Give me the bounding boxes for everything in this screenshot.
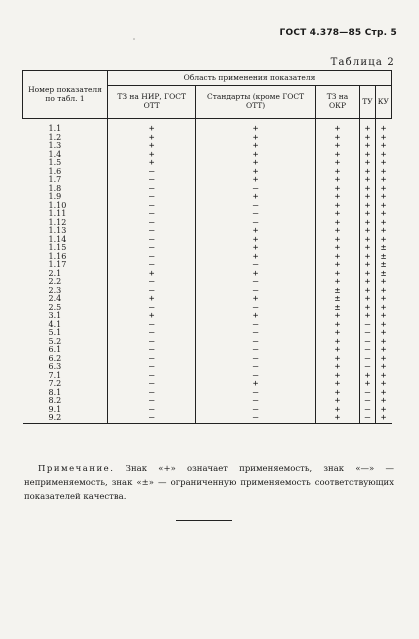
applicability-mark: + bbox=[375, 414, 391, 423]
row-number: 6.2 bbox=[48, 353, 62, 363]
end-rule bbox=[176, 520, 232, 521]
applicability-mark: + bbox=[108, 151, 196, 160]
applicability-mark: + bbox=[315, 278, 360, 287]
applicability-mark: + bbox=[196, 159, 315, 168]
applicability-mark: — bbox=[108, 236, 196, 245]
applicability-mark: + bbox=[360, 312, 375, 321]
applicability-mark: — bbox=[196, 210, 315, 219]
applicability-mark: + bbox=[315, 338, 360, 347]
applicability-mark: + bbox=[196, 380, 315, 389]
row-number: 1.13 bbox=[48, 226, 67, 235]
applicability-mark: + bbox=[315, 363, 360, 372]
applicability-mark: — bbox=[108, 253, 196, 262]
applicability-mark: + bbox=[196, 176, 315, 185]
applicability-mark: + bbox=[315, 185, 360, 194]
applicability-mark: + bbox=[315, 210, 360, 219]
applicability-mark: — bbox=[196, 397, 315, 406]
table-body bbox=[23, 119, 392, 424]
applicability-mark: + bbox=[315, 406, 360, 415]
applicability-mark: + bbox=[108, 134, 196, 143]
applicability-mark: + bbox=[375, 380, 391, 389]
applicability-mark: + bbox=[375, 176, 391, 185]
applicability-mark: + bbox=[315, 346, 360, 355]
applicability-mark: + bbox=[375, 151, 391, 160]
applicability-mark: — bbox=[108, 372, 196, 381]
applicability-mark: — bbox=[108, 414, 196, 423]
applicability-mark: — bbox=[108, 219, 196, 228]
row-number: 2.3 bbox=[48, 285, 62, 295]
applicability-mark: — bbox=[196, 363, 315, 372]
applicability-mark: — bbox=[108, 185, 196, 194]
applicability-mark: + bbox=[315, 329, 360, 338]
row-number: 1.3 bbox=[48, 141, 62, 150]
applicability-mark: — bbox=[108, 321, 196, 330]
row-number: 1.4 bbox=[48, 149, 62, 159]
applicability-table bbox=[22, 70, 392, 424]
applicability-mark: + bbox=[315, 134, 360, 143]
applicability-mark: ± bbox=[375, 261, 391, 270]
applicability-mark: + bbox=[315, 312, 360, 321]
applicability-mark: — bbox=[108, 278, 196, 287]
applicability-mark: + bbox=[375, 227, 391, 236]
applicability-mark: + bbox=[360, 193, 375, 202]
applicability-mark: — bbox=[108, 406, 196, 415]
applicability-mark: + bbox=[360, 380, 375, 389]
applicability-mark: + bbox=[375, 193, 391, 202]
applicability-mark: + bbox=[375, 142, 391, 151]
row-number: 2.1 bbox=[48, 268, 62, 278]
applicability-mark: — bbox=[360, 389, 375, 398]
applicability-mark: — bbox=[108, 210, 196, 219]
applicability-mark: + bbox=[360, 253, 375, 262]
table-row bbox=[23, 414, 392, 423]
group-header: Область применения показателя bbox=[108, 71, 392, 86]
applicability-mark: + bbox=[196, 295, 315, 304]
applicability-mark: + bbox=[375, 119, 391, 134]
applicability-mark: + bbox=[360, 210, 375, 219]
row-number: 9.2 bbox=[23, 414, 108, 423]
applicability-mark: — bbox=[196, 355, 315, 364]
applicability-mark: + bbox=[315, 355, 360, 364]
applicability-mark: + bbox=[375, 389, 391, 398]
applicability-mark: + bbox=[315, 151, 360, 160]
applicability-mark: + bbox=[108, 312, 196, 321]
applicability-mark: + bbox=[360, 244, 375, 253]
applicability-mark: + bbox=[315, 244, 360, 253]
applicability-mark: + bbox=[375, 168, 391, 177]
applicability-mark: + bbox=[360, 185, 375, 194]
applicability-mark: + bbox=[375, 295, 391, 304]
row-number: 5.1 bbox=[48, 328, 62, 337]
applicability-mark: + bbox=[375, 185, 391, 194]
applicability-mark: + bbox=[315, 270, 360, 279]
row-number: 3.1 bbox=[48, 311, 62, 320]
applicability-mark: + bbox=[360, 159, 375, 168]
row-number: 6.3 bbox=[48, 362, 62, 371]
applicability-mark: ± bbox=[315, 287, 360, 296]
applicability-mark: — bbox=[196, 406, 315, 415]
applicability-mark: — bbox=[108, 329, 196, 338]
row-number: 1.17 bbox=[48, 260, 67, 269]
applicability-mark: + bbox=[315, 193, 360, 202]
applicability-mark: + bbox=[315, 168, 360, 177]
applicability-mark: + bbox=[315, 253, 360, 262]
col-header-tz-nir: ТЗ на НИР, ГОСТ ОТТ bbox=[108, 86, 196, 119]
applicability-mark: + bbox=[196, 142, 315, 151]
row-number: 1.11 bbox=[48, 209, 67, 218]
row-number: 1.15 bbox=[48, 243, 67, 252]
applicability-mark: + bbox=[108, 270, 196, 279]
applicability-mark: + bbox=[360, 151, 375, 160]
applicability-mark: + bbox=[196, 151, 315, 160]
row-number: 1.9 bbox=[48, 192, 62, 201]
applicability-mark: + bbox=[375, 159, 391, 168]
row-number: 1.7 bbox=[48, 175, 62, 184]
applicability-mark: + bbox=[108, 142, 196, 151]
applicability-mark: — bbox=[360, 338, 375, 347]
applicability-mark: — bbox=[108, 176, 196, 185]
page-header: ГОСТ 4.378—85 Стр. 5 bbox=[279, 28, 397, 38]
applicability-mark: + bbox=[375, 134, 391, 143]
row-number: 2.2 bbox=[48, 277, 62, 286]
applicability-mark: + bbox=[108, 119, 196, 134]
applicability-mark: + bbox=[375, 321, 391, 330]
applicability-mark: ± bbox=[315, 295, 360, 304]
applicability-mark: + bbox=[315, 142, 360, 151]
applicability-mark: — bbox=[196, 346, 315, 355]
applicability-mark: ± bbox=[375, 270, 391, 279]
table-label: Таблица 2 bbox=[330, 57, 395, 68]
applicability-mark: + bbox=[375, 338, 391, 347]
row-number: 1.14 bbox=[48, 234, 67, 244]
applicability-mark: + bbox=[315, 380, 360, 389]
applicability-mark: — bbox=[108, 338, 196, 347]
applicability-mark: + bbox=[108, 159, 196, 168]
row-number: 2.4 bbox=[48, 294, 62, 303]
applicability-mark: + bbox=[360, 372, 375, 381]
row-number: 8.2 bbox=[48, 396, 62, 405]
note bbox=[24, 462, 394, 504]
applicability-mark: + bbox=[196, 270, 315, 279]
applicability-mark: + bbox=[315, 321, 360, 330]
applicability-mark: — bbox=[196, 338, 315, 347]
applicability-mark: + bbox=[315, 236, 360, 245]
applicability-mark: + bbox=[360, 202, 375, 211]
applicability-mark: — bbox=[360, 397, 375, 406]
applicability-mark: — bbox=[108, 380, 196, 389]
applicability-mark: + bbox=[360, 134, 375, 143]
applicability-mark: + bbox=[360, 119, 375, 134]
row-number: 5.2 bbox=[48, 336, 62, 346]
applicability-mark: — bbox=[196, 278, 315, 287]
col-header-tz-okr: ТЗ на ОКР bbox=[315, 86, 360, 119]
applicability-mark: — bbox=[108, 193, 196, 202]
first-col-header: Номер показателя по табл. 1 bbox=[23, 71, 108, 119]
applicability-mark: + bbox=[375, 312, 391, 321]
note-label: Примечание. bbox=[38, 464, 115, 474]
applicability-mark: + bbox=[315, 119, 360, 134]
applicability-mark: + bbox=[196, 227, 315, 236]
applicability-mark: — bbox=[360, 414, 375, 423]
applicability-mark: + bbox=[315, 219, 360, 228]
applicability-mark: + bbox=[360, 219, 375, 228]
applicability-mark: + bbox=[375, 278, 391, 287]
row-number: 7.1 bbox=[48, 370, 62, 380]
applicability-mark: — bbox=[360, 363, 375, 372]
applicability-mark: + bbox=[315, 389, 360, 398]
applicability-mark: + bbox=[315, 202, 360, 211]
applicability-mark: — bbox=[196, 185, 315, 194]
col-header-ku: КУ bbox=[375, 86, 391, 119]
applicability-mark: — bbox=[196, 329, 315, 338]
applicability-mark: — bbox=[108, 202, 196, 211]
applicability-mark: + bbox=[375, 329, 391, 338]
applicability-mark: ± bbox=[375, 253, 391, 262]
row-number: 7.2 bbox=[48, 379, 62, 388]
row-number: 8.1 bbox=[48, 387, 62, 397]
applicability-mark: ± bbox=[375, 244, 391, 253]
applicability-mark: — bbox=[108, 346, 196, 355]
row-number: 1.12 bbox=[48, 217, 67, 227]
applicability-mark: — bbox=[108, 363, 196, 372]
applicability-mark: — bbox=[108, 389, 196, 398]
applicability-mark: + bbox=[196, 236, 315, 245]
applicability-mark: — bbox=[108, 244, 196, 253]
row-number: 1.6 bbox=[48, 166, 62, 176]
applicability-mark: + bbox=[360, 236, 375, 245]
row-number: 6.1 bbox=[48, 345, 62, 354]
applicability-mark: — bbox=[196, 219, 315, 228]
applicability-mark: + bbox=[375, 219, 391, 228]
applicability-mark: — bbox=[196, 261, 315, 270]
applicability-mark: + bbox=[360, 287, 375, 296]
applicability-mark: — bbox=[360, 329, 375, 338]
row-number: 1.2 bbox=[48, 132, 62, 142]
applicability-mark: — bbox=[360, 406, 375, 415]
applicability-mark: + bbox=[196, 193, 315, 202]
row-number: 1.16 bbox=[48, 251, 67, 261]
applicability-mark: + bbox=[360, 142, 375, 151]
applicability-mark: — bbox=[196, 372, 315, 381]
applicability-mark: + bbox=[375, 304, 391, 313]
applicability-mark: ± bbox=[315, 304, 360, 313]
applicability-mark: + bbox=[360, 278, 375, 287]
col-header-tu: ТУ bbox=[360, 86, 375, 119]
applicability-mark: — bbox=[196, 389, 315, 398]
applicability-mark: + bbox=[315, 261, 360, 270]
applicability-mark: + bbox=[196, 119, 315, 134]
row-number: 1.10 bbox=[48, 200, 67, 210]
col-header-standards: Стандарты (кроме ГОСТ ОТТ) bbox=[196, 86, 315, 119]
applicability-mark: + bbox=[196, 253, 315, 262]
note-text: Знак «+» означает применяемость, знак «—» — неприменяемость, знак «±» — ограниченную применяемость соответствующих показателей качества. bbox=[24, 464, 394, 502]
applicability-mark: — bbox=[108, 261, 196, 270]
applicability-mark: + bbox=[375, 287, 391, 296]
applicability-mark: — bbox=[360, 346, 375, 355]
applicability-mark: — bbox=[196, 304, 315, 313]
applicability-mark: — bbox=[108, 355, 196, 364]
applicability-mark: + bbox=[375, 210, 391, 219]
applicability-mark: + bbox=[375, 363, 391, 372]
applicability-mark: + bbox=[375, 355, 391, 364]
applicability-mark: + bbox=[315, 159, 360, 168]
applicability-mark: + bbox=[315, 372, 360, 381]
applicability-mark: + bbox=[360, 227, 375, 236]
applicability-mark: + bbox=[360, 304, 375, 313]
stray-mark: ˙ bbox=[132, 38, 136, 47]
applicability-mark: + bbox=[196, 134, 315, 143]
applicability-mark: + bbox=[108, 295, 196, 304]
applicability-mark: — bbox=[108, 287, 196, 296]
applicability-mark: + bbox=[375, 346, 391, 355]
applicability-mark: + bbox=[315, 397, 360, 406]
applicability-mark: — bbox=[196, 202, 315, 211]
applicability-mark: — bbox=[108, 304, 196, 313]
applicability-mark: + bbox=[196, 168, 315, 177]
applicability-mark: + bbox=[360, 261, 375, 270]
applicability-mark: — bbox=[196, 287, 315, 296]
applicability-mark: + bbox=[360, 176, 375, 185]
applicability-mark: + bbox=[375, 406, 391, 415]
applicability-mark: + bbox=[360, 295, 375, 304]
applicability-mark: — bbox=[196, 414, 315, 423]
table-row bbox=[23, 119, 392, 134]
applicability-mark: — bbox=[108, 227, 196, 236]
applicability-mark: + bbox=[375, 397, 391, 406]
row-number: 2.5 bbox=[48, 302, 62, 312]
applicability-mark: + bbox=[196, 244, 315, 253]
applicability-mark: + bbox=[196, 312, 315, 321]
applicability-mark: — bbox=[196, 321, 315, 330]
applicability-mark: + bbox=[315, 176, 360, 185]
row-number: 4.1 bbox=[48, 319, 62, 329]
row-number: 1.8 bbox=[48, 183, 62, 193]
applicability-mark: + bbox=[360, 270, 375, 279]
applicability-mark: + bbox=[375, 236, 391, 245]
applicability-mark: — bbox=[108, 397, 196, 406]
applicability-mark: + bbox=[315, 414, 360, 423]
row-number: 9.1 bbox=[48, 404, 62, 414]
applicability-mark: — bbox=[360, 355, 375, 364]
row-number: 1.1 bbox=[48, 124, 62, 133]
applicability-mark: + bbox=[375, 202, 391, 211]
applicability-mark: — bbox=[360, 321, 375, 330]
applicability-mark: + bbox=[315, 227, 360, 236]
row-number: 1.5 bbox=[48, 158, 62, 167]
applicability-mark: + bbox=[375, 372, 391, 381]
applicability-mark: + bbox=[360, 168, 375, 177]
applicability-mark: — bbox=[108, 168, 196, 177]
